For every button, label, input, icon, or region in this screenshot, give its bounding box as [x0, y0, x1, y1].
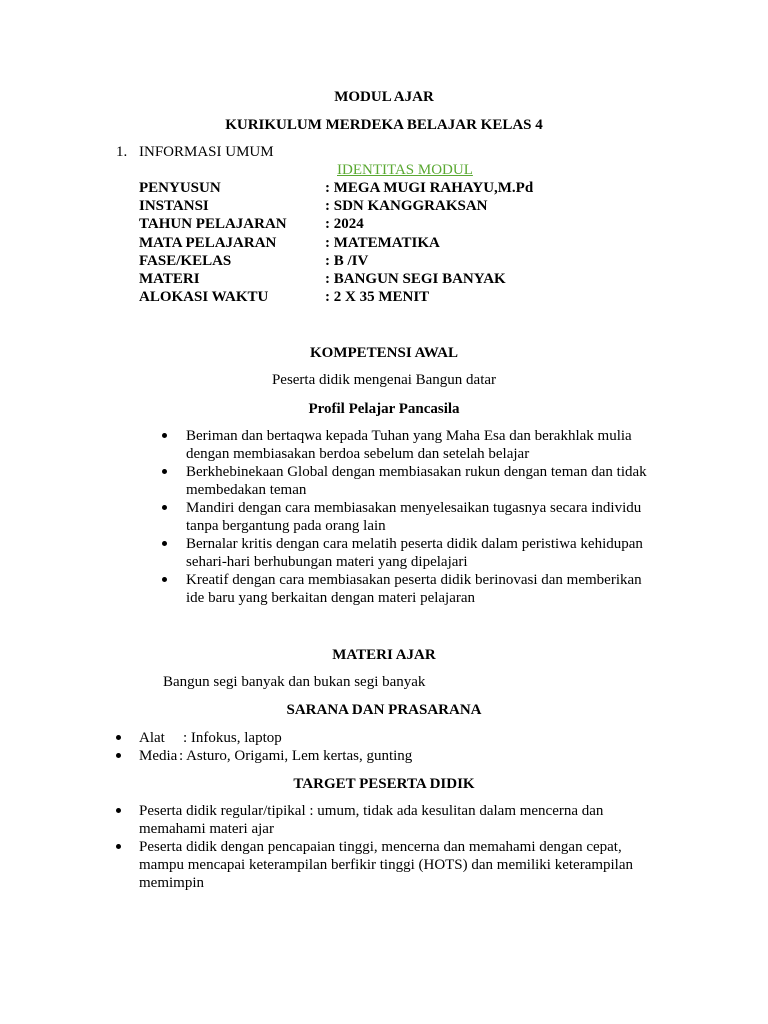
field-value: : B /IV [325, 253, 369, 269]
field-label: PENYUSUN [139, 180, 221, 196]
bullet-icon [162, 541, 167, 546]
field-value: : BANGUN SEGI BANYAK [325, 271, 506, 287]
field-label: FASE/KELAS [139, 253, 232, 269]
list-item [186, 463, 647, 499]
list-item [186, 427, 647, 463]
list-item-line: sehari-hari berhubungan materi yang dipelajari [186, 554, 468, 570]
list-item-line: memimpin [139, 875, 204, 891]
target-heading: TARGET PESERTA DIDIK [293, 776, 475, 792]
list-item-line: dengan membiasakan berdoa sebelum dan setelah belajar [186, 446, 530, 462]
list-item [139, 838, 633, 892]
bullet-icon [116, 808, 121, 813]
sarana-heading: SARANA DAN PRASARANA [286, 702, 482, 718]
sarana-value: : Infokus, laptop [183, 730, 282, 746]
list-item-line: Mandiri dengan cara membiasakan menyelesaikan tugasnya secara individu [186, 500, 642, 516]
field-label: TAHUN PELAJARAN [139, 216, 287, 232]
list-item-line: Peserta didik regular/tipikal : umum, tidak ada kesulitan dalam mencerna dan [139, 803, 604, 819]
document-subtitle: KURIKULUM MERDEKA BELAJAR KELAS 4 [225, 117, 543, 133]
bullet-icon [162, 469, 167, 474]
materi-text: Bangun segi banyak dan bukan segi banyak [163, 674, 426, 690]
section-number: 1. [116, 144, 128, 160]
list-item [139, 802, 633, 838]
sarana-label: Media [139, 748, 178, 764]
list-item-line: Kreatif dengan cara membiasakan peserta didik berinovasi dan memberikan [186, 572, 642, 588]
list-item [186, 499, 647, 535]
field-label: ALOKASI WAKTU [139, 289, 269, 305]
list-item-line: tanpa bergantung pada orang lain [186, 518, 386, 534]
identity-title: IDENTITAS MODUL [337, 162, 473, 178]
list-item-line: Beriman dan bertaqwa kepada Tuhan yang Maha Esa dan berakhlak mulia [186, 428, 632, 444]
list-item-line: mampu mencapai keterampilan berfikir tinggi (HOTS) dan memiliki keterampilan [139, 857, 634, 873]
document-title: MODUL AJAR [334, 89, 434, 105]
list-item-line: Peserta didik dengan pencapaian tinggi, mencerna dan memahami dengan cepat, [139, 839, 622, 855]
sarana-label: Alat [139, 730, 165, 746]
list-item [186, 535, 647, 571]
list-item-line: membedakan teman [186, 482, 307, 498]
list-item-line: Bernalar kritis dengan cara melatih peserta didik dalam peristiwa kehidupan [186, 536, 643, 552]
kompetensi-heading: KOMPETENSI AWAL [310, 345, 458, 361]
field-value: : 2 X 35 MENIT [325, 289, 430, 305]
sarana-value: : Asturo, Origami, Lem kertas, gunting [179, 748, 413, 764]
profil-list [186, 427, 647, 607]
field-label: INSTANSI [139, 198, 209, 214]
profil-heading: Profil Pelajar Pancasila [308, 401, 460, 417]
bullet-icon [116, 753, 121, 758]
field-value: : MEGA MUGI RAHAYU,M.Pd [325, 180, 534, 196]
list-item-line: memahami materi ajar [139, 821, 274, 837]
materi-heading: MATERI AJAR [332, 647, 436, 663]
target-list [139, 802, 633, 892]
list-item-line: ide baru yang berkaitan dengan materi pelajaran [186, 590, 476, 606]
bullet-icon [162, 577, 167, 582]
field-label: MATA PELAJARAN [139, 235, 277, 251]
field-label: MATERI [139, 271, 200, 287]
bullet-icon [116, 735, 121, 740]
field-value: : 2024 [325, 216, 364, 232]
bullet-icon [116, 844, 121, 849]
list-item-line: Berkhebinekaan Global dengan membiasakan rukun dengan teman dan tidak [186, 464, 647, 480]
bullet-icon [162, 505, 167, 510]
field-value: : MATEMATIKA [325, 235, 440, 251]
bullet-icon [162, 433, 167, 438]
section-heading: INFORMASI UMUM [139, 144, 274, 160]
kompetensi-text: Peserta didik mengenai Bangun datar [271, 372, 497, 388]
field-value: : SDN KANGGRAKSAN [325, 198, 488, 214]
list-item [186, 571, 647, 607]
